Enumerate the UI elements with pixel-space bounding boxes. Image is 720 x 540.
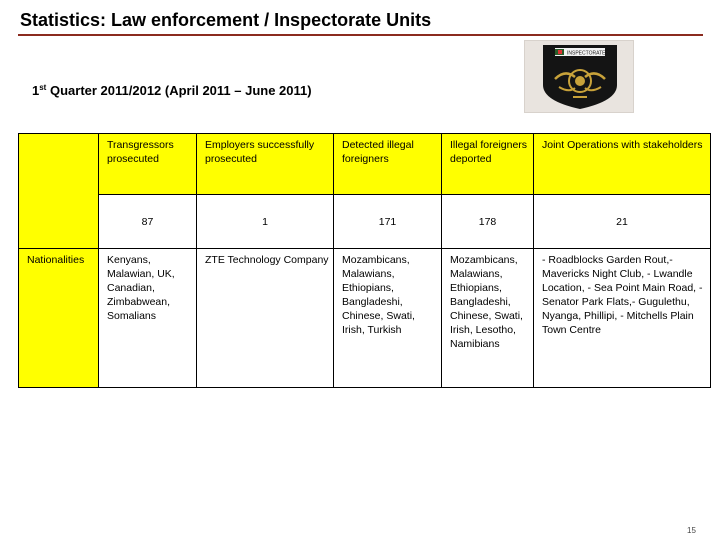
count-deported: 178	[442, 195, 534, 249]
inspectorate-badge-icon	[525, 41, 633, 112]
row-label-nationalities: Nationalities	[19, 249, 99, 388]
row-label-spacer	[19, 134, 99, 249]
subtitle-prefix: 1	[32, 83, 40, 98]
header-transgressors: Transgressors prosecuted	[99, 134, 197, 195]
header-deported: Illegal foreigners deported	[442, 134, 534, 195]
nationalities-detected: Mozambicans, Malawians, Ethiopians, Bangladeshi, Chinese, Swati, Irish, Turkish	[334, 249, 442, 388]
table-header-row	[19, 134, 711, 195]
header-detected: Detected illegal foreigners	[334, 134, 442, 195]
title-underline	[18, 34, 703, 36]
slide-title: Statistics: Law enforcement / Inspectorate Units	[20, 10, 432, 30]
nationalities-transgressors: Kenyans, Malawian, UK, Canadian, Zimbabwean, Somalians	[99, 249, 197, 388]
subtitle-rest: Quarter 2011/2012 (April 2011 – June 2011)	[46, 83, 312, 98]
inspectorate-logo	[524, 40, 634, 113]
table-row	[19, 249, 711, 388]
subtitle-superscript: st	[39, 83, 47, 92]
statistics-table	[18, 133, 711, 388]
page-number: 15	[687, 526, 696, 535]
header-employers: Employers successfully prosecuted	[197, 134, 334, 195]
count-joint-operations: 21	[534, 195, 711, 249]
quarter-subtitle	[32, 83, 312, 98]
logo-badge-text: INSPECTORATE	[567, 50, 606, 57]
nationalities-deported: Mozambicans, Malawians, Ethiopians, Bangladeshi, Chinese, Swati, Irish, Lesotho, Namibians	[442, 249, 534, 388]
header-joint-operations: Joint Operations with stakeholders	[534, 134, 711, 195]
count-employers: 1	[197, 195, 334, 249]
count-detected: 171	[334, 195, 442, 249]
count-transgressors: 87	[99, 195, 197, 249]
nationalities-employers: ZTE Technology Company	[197, 249, 334, 388]
joint-operations-locations: - Roadblocks Garden Rout,- Mavericks Night Club, - Lwandle Location, - Sea Point Main Road, - Senator Park Flats,- Gugulethu, Nyanga, Phillipi, - Mitchells Plain Town Centre	[534, 249, 711, 388]
table-row	[19, 195, 711, 249]
